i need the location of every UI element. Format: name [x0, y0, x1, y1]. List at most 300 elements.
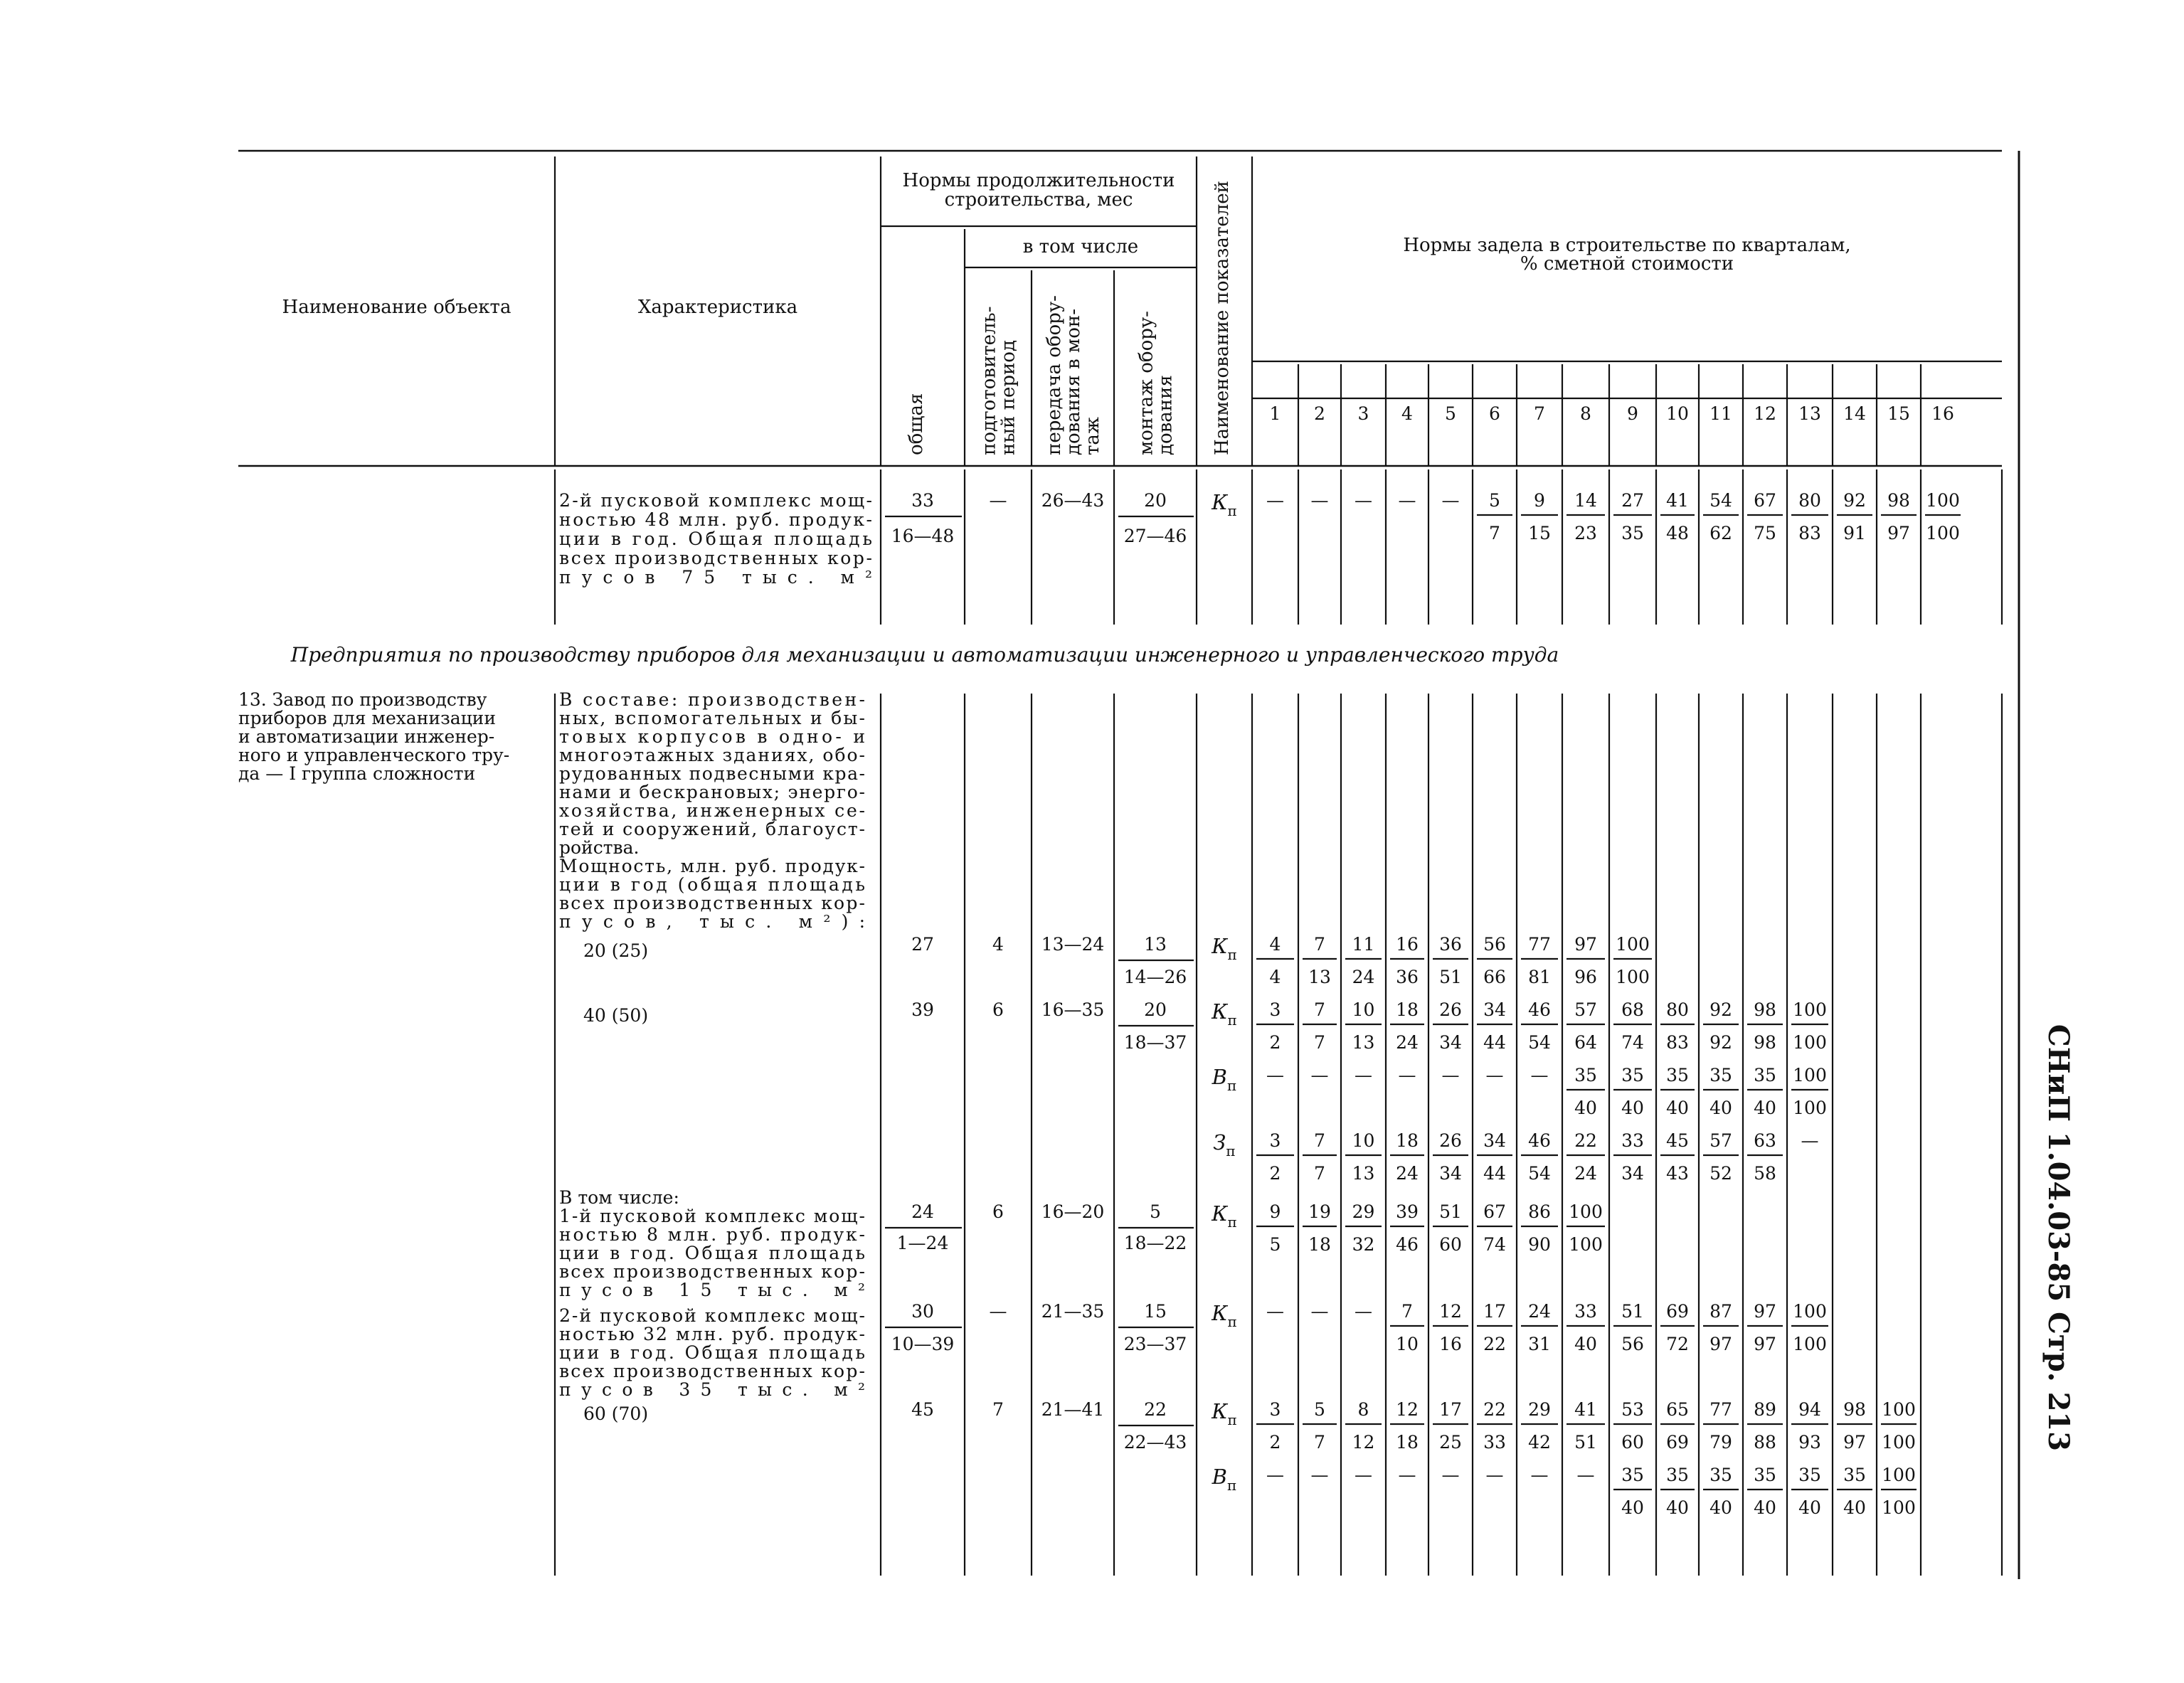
cap40-mount-range: 18—37	[1123, 1032, 1187, 1053]
plant-description: В составе: производствен-	[559, 689, 865, 710]
cap60-backlog-value: —	[1310, 1465, 1329, 1485]
cap60-backlog-value: 17	[1439, 1399, 1462, 1420]
cap40-backlog-value: 40	[1574, 1098, 1597, 1118]
cap20-mount-range: 14—26	[1123, 967, 1187, 987]
cap40-backlog-value: 3	[1269, 999, 1281, 1020]
top-backlog-value: 41	[1666, 490, 1689, 511]
top-backlog-value: 35	[1621, 523, 1644, 543]
cap60-backlog-value: 25	[1439, 1432, 1462, 1453]
top-backlog-value: 98	[1887, 490, 1910, 511]
cap60-backlog-value: 40	[1621, 1497, 1644, 1518]
cap40-backlog-value: —	[1355, 1065, 1372, 1085]
cap40-backlog-value: 35	[1666, 1065, 1689, 1085]
cap40-backlog-value: 34	[1621, 1163, 1644, 1184]
capacity-60: 60 (70)	[583, 1403, 649, 1424]
cap40-total: 39	[911, 999, 934, 1020]
cap40-backlog-value: 13	[1352, 1032, 1375, 1053]
sub2-backlog-value: 24	[1528, 1301, 1551, 1322]
cap40-backlog-value: 22	[1574, 1130, 1597, 1151]
cap40-backlog-value: 83	[1666, 1032, 1689, 1053]
quarter-number: 1	[1269, 403, 1281, 424]
quarter-number: 7	[1534, 403, 1545, 424]
sub2-backlog-value: 97	[1709, 1334, 1732, 1354]
object-name: и автоматизации инженер-	[238, 726, 495, 747]
top-backlog-value: 100	[1926, 490, 1960, 511]
cap60-backlog-value: 12	[1352, 1432, 1375, 1453]
sub1-mount-range: 18—22	[1123, 1233, 1187, 1253]
indicator-header: Наименование показателей	[1212, 181, 1233, 455]
column-header-name: Наименование объекта	[282, 297, 511, 318]
sub2-indicator: $К_п$	[1212, 1301, 1237, 1330]
cap60-backlog-value: 35	[1621, 1465, 1644, 1485]
cap60-backlog-value: 93	[1798, 1432, 1821, 1453]
cap40-backlog-value: 68	[1621, 999, 1644, 1020]
cap40-backlog-value: 92	[1709, 999, 1732, 1020]
sub1-backlog-value: 51	[1439, 1201, 1462, 1222]
cap60-backlog-value: 40	[1666, 1497, 1689, 1518]
side-running-header: СНиП 1.04.03-85 Стр. 213	[2042, 1024, 2075, 1452]
cap20-backlog-value: 77	[1528, 934, 1551, 955]
top-backlog-value: —	[1310, 490, 1329, 511]
sub2-backlog-value: 100	[1793, 1301, 1827, 1322]
cap40-backlog-value: 35	[1754, 1065, 1776, 1085]
sub2-backlog-value: 72	[1666, 1334, 1689, 1354]
cap40-backlog-value: 80	[1666, 999, 1689, 1020]
top-backlog-value: 92	[1843, 490, 1866, 511]
sub1-total-range: 1—24	[896, 1233, 949, 1253]
quarter-number: 10	[1666, 403, 1689, 424]
cap40-backlog-value: 63	[1754, 1130, 1776, 1151]
object-name: ного и управленческого тру-	[238, 745, 510, 765]
sub1-characteristic: ции в год. Общая площадь	[559, 1243, 865, 1263]
cap20-backlog-value: 24	[1352, 967, 1375, 987]
cap40-indicator: $З_п$	[1213, 1130, 1236, 1159]
cap60-backlog-value: 8	[1357, 1399, 1369, 1420]
top-characteristic: всех производственных кор-	[559, 548, 872, 568]
cap60-backlog-value: —	[1398, 1465, 1416, 1485]
cap60-backlog-value: 94	[1798, 1399, 1821, 1420]
quarter-number: 11	[1709, 403, 1732, 424]
plant-description: ных, вспомогательных и бы-	[559, 708, 865, 728]
plant-description: рудованных подвесными кра-	[559, 763, 865, 784]
sub2-backlog-value: 97	[1754, 1301, 1776, 1322]
cap60-backlog-value: 35	[1798, 1465, 1821, 1485]
cap40-backlog-value: 13	[1352, 1163, 1375, 1184]
sub1-backlog-value: 19	[1308, 1201, 1331, 1222]
top-backlog-value: 48	[1666, 523, 1689, 543]
top-backlog-value: 80	[1798, 490, 1821, 511]
cap40-indicator: $К_п$	[1212, 999, 1237, 1029]
cap60-backlog-value: 100	[1882, 1432, 1916, 1453]
cap60-total: 45	[911, 1399, 934, 1420]
cap40-backlog-value: —	[1266, 1065, 1284, 1085]
cap40-backlog-value: 44	[1483, 1163, 1506, 1184]
cap40-backlog-value: —	[1398, 1065, 1416, 1085]
top-backlog-value: —	[1266, 490, 1284, 511]
cap40-backlog-value: 46	[1528, 999, 1551, 1020]
cap60-backlog-value: 51	[1574, 1432, 1597, 1453]
plant-description: товых корпусов в одно- и	[559, 726, 865, 747]
quarter-number: 6	[1489, 403, 1500, 424]
sub2-backlog-value: 69	[1666, 1301, 1689, 1322]
transfer-header: дования в мон-	[1063, 308, 1084, 455]
cap40-backlog-value: 34	[1483, 1130, 1506, 1151]
cap60-backlog-value: 35	[1754, 1465, 1776, 1485]
duration-header: строительства, мес	[944, 189, 1133, 211]
sub2-total: 30	[911, 1301, 934, 1322]
cap40-backlog-value: 40	[1754, 1098, 1776, 1118]
prep-period-header: ный период	[997, 340, 1019, 455]
sub2-total-range: 10—39	[891, 1334, 955, 1354]
cap40-backlog-value: 26	[1439, 1130, 1462, 1151]
cap20-mount: 13	[1144, 934, 1167, 955]
cap40-backlog-value: 98	[1754, 999, 1776, 1020]
top-total: 33	[911, 490, 934, 511]
sub2-mount-range: 23—37	[1123, 1334, 1187, 1354]
top-mount: 20	[1144, 490, 1167, 511]
sub2-mount: 15	[1144, 1301, 1167, 1322]
cap40-backlog-value: 18	[1396, 1130, 1419, 1151]
total-header: общая	[906, 393, 927, 455]
cap60-backlog-value: 40	[1843, 1497, 1866, 1518]
cap60-backlog-value: —	[1530, 1465, 1549, 1485]
quarter-number: 8	[1580, 403, 1591, 424]
sub1-backlog-value: 74	[1483, 1234, 1506, 1255]
cap40-backlog-value: 74	[1621, 1032, 1644, 1053]
plant-description: многоэтажных зданиях, обо-	[559, 745, 865, 765]
column-header-characteristic: Характеристика	[637, 297, 798, 318]
sub1-characteristic: ностью 8 млн. руб. продук-	[559, 1224, 865, 1245]
cap40-backlog-value: 35	[1621, 1065, 1644, 1085]
cap20-backlog-value: 66	[1483, 967, 1506, 987]
quarter-number: 15	[1887, 403, 1910, 424]
quarter-number: 9	[1627, 403, 1638, 424]
incl-label: В том числе:	[559, 1187, 679, 1208]
cap20-backlog-value: 97	[1574, 934, 1597, 955]
cap60-backlog-value: 2	[1269, 1432, 1281, 1453]
top-backlog-value: 75	[1754, 523, 1776, 543]
cap40-backlog-value: 57	[1709, 1130, 1732, 1151]
cap60-backlog-value: 29	[1528, 1399, 1551, 1420]
cap40-backlog-value: 40	[1621, 1098, 1644, 1118]
sub1-backlog-value: 90	[1528, 1234, 1551, 1255]
cap60-backlog-value: 18	[1396, 1432, 1419, 1453]
plant-description: всех производственных кор-	[559, 893, 865, 913]
sub2-characteristic: ции в год. Общая площадь	[559, 1342, 865, 1363]
cap40-backlog-value: 3	[1269, 1130, 1281, 1151]
cap40-backlog-value: 57	[1574, 999, 1597, 1020]
top-mount-range: 27—46	[1123, 526, 1187, 546]
sub2-backlog-value: 22	[1483, 1334, 1506, 1354]
mount-header: дования	[1155, 375, 1177, 455]
cap60-backlog-value: 35	[1843, 1465, 1866, 1485]
cap60-backlog-value: 65	[1666, 1399, 1689, 1420]
sub2-backlog-value: 100	[1793, 1334, 1827, 1354]
cap60-backlog-value: 77	[1709, 1399, 1732, 1420]
cap60-backlog-value: 88	[1754, 1432, 1776, 1453]
cap60-backlog-value: —	[1485, 1465, 1504, 1485]
sub2-backlog-value: 16	[1439, 1334, 1462, 1354]
cap20-backlog-value: 11	[1352, 934, 1375, 955]
object-name: 13. Завод по производству	[238, 689, 487, 710]
sub2-backlog-value: 7	[1401, 1301, 1413, 1322]
cap20-backlog-value: 4	[1269, 934, 1281, 955]
top-transfer: 26—43	[1041, 490, 1105, 511]
cap40-backlog-value: 7	[1314, 1163, 1325, 1184]
sub1-backlog-value: 39	[1396, 1201, 1419, 1222]
mount-header: монтаж обору-	[1135, 311, 1157, 455]
cap40-backlog-value: —	[1310, 1065, 1329, 1085]
sub2-backlog-value: 33	[1574, 1301, 1597, 1322]
capacity-40: 40 (50)	[583, 1005, 649, 1026]
cap40-backlog-value: 34	[1439, 1163, 1462, 1184]
top-backlog-value: 100	[1926, 523, 1960, 543]
cap60-backlog-value: 33	[1483, 1432, 1506, 1453]
sub1-characteristic: 1-й пусковой комплекс мощ-	[559, 1206, 865, 1226]
top-backlog-value: 54	[1709, 490, 1732, 511]
cap40-prep: 6	[992, 999, 1004, 1020]
cap40-backlog-value: 2	[1269, 1032, 1281, 1053]
backlog-header: Нормы задела в строительстве по кварталам,	[1403, 235, 1851, 256]
transfer-header: таж	[1082, 417, 1103, 455]
sub2-backlog-value: 87	[1709, 1301, 1732, 1322]
cap40-backlog-value: 35	[1709, 1065, 1732, 1085]
sub2-backlog-value: —	[1266, 1301, 1284, 1322]
sub2-characteristic: всех производственных кор-	[559, 1361, 865, 1381]
top-backlog-value: 5	[1489, 490, 1500, 511]
top-backlog-value: 27	[1621, 490, 1644, 511]
duration-header: Нормы продолжительности	[902, 170, 1175, 191]
cap60-backlog-value: 41	[1574, 1399, 1597, 1420]
cap60-indicator: $К_п$	[1212, 1399, 1237, 1428]
top-backlog-value: 23	[1574, 523, 1597, 543]
top-backlog-value: 9	[1534, 490, 1545, 511]
cap40-backlog-value: 34	[1483, 999, 1506, 1020]
object-name: да — I группа сложности	[238, 763, 476, 784]
sub1-mount: 5	[1150, 1201, 1161, 1222]
cap40-backlog-value: —	[1485, 1065, 1504, 1085]
cap60-backlog-value: 98	[1843, 1399, 1866, 1420]
top-total-range: 16—48	[891, 526, 955, 546]
quarter-number: 16	[1931, 403, 1954, 424]
cap40-backlog-value: 24	[1396, 1032, 1419, 1053]
sub1-backlog-value: 29	[1352, 1201, 1375, 1222]
cap20-backlog-value: 7	[1314, 934, 1325, 955]
cap60-backlog-value: 97	[1843, 1432, 1866, 1453]
cap60-backlog-value: 53	[1621, 1399, 1644, 1420]
cap20-backlog-value: 100	[1616, 934, 1650, 955]
cap40-backlog-value: 64	[1574, 1032, 1597, 1053]
backlog-header: % сметной стоимости	[1520, 253, 1734, 275]
cap40-backlog-value: 24	[1574, 1163, 1597, 1184]
cap60-backlog-value: 40	[1754, 1497, 1776, 1518]
top-backlog-value: 97	[1887, 523, 1910, 543]
cap40-backlog-value: 44	[1483, 1032, 1506, 1053]
sub2-backlog-value: 51	[1621, 1301, 1644, 1322]
sub1-characteristic: пусов 15 тыс. м²	[559, 1280, 865, 1300]
sub1-backlog-value: 86	[1528, 1201, 1551, 1222]
sub1-total: 24	[911, 1201, 934, 1222]
top-characteristic: пусов 75 тыс. м²	[559, 567, 872, 588]
cap40-mount: 20	[1144, 999, 1167, 1020]
cap60-backlog-value: 12	[1396, 1399, 1419, 1420]
cap60-backlog-value: 5	[1314, 1399, 1325, 1420]
cap60-backlog-value: 40	[1798, 1497, 1821, 1518]
top-characteristic: ции в год. Общая площадь	[559, 529, 872, 549]
cap40-backlog-value: 100	[1793, 1065, 1827, 1085]
prep-period-header: подготовитель-	[978, 306, 1000, 455]
cap20-backlog-value: 36	[1396, 967, 1419, 987]
transfer-header: передача обору-	[1044, 295, 1065, 455]
top-backlog-value: 14	[1574, 490, 1597, 511]
sub2-backlog-value: —	[1355, 1301, 1372, 1322]
cap20-backlog-value: 4	[1269, 967, 1281, 987]
sub1-backlog-value: 18	[1308, 1234, 1331, 1255]
cap20-backlog-value: 56	[1483, 934, 1506, 955]
cap60-backlog-value: 35	[1709, 1465, 1732, 1485]
top-backlog-value: 83	[1798, 523, 1821, 543]
top-backlog-value: —	[1441, 490, 1460, 511]
sub2-backlog-value: 56	[1621, 1334, 1644, 1354]
plant-description: ройства.	[559, 837, 640, 858]
sub2-backlog-value: 12	[1439, 1301, 1462, 1322]
cap60-backlog-value: 100	[1882, 1497, 1916, 1518]
cap20-backlog-value: 16	[1396, 934, 1419, 955]
cap40-backlog-value: 98	[1754, 1032, 1776, 1053]
sub1-backlog-value: 9	[1269, 1201, 1281, 1222]
cap40-backlog-value: 46	[1528, 1130, 1551, 1151]
quarter-number: 3	[1357, 403, 1369, 424]
cap40-backlog-value: 100	[1793, 1032, 1827, 1053]
object-name: приборов для механизации	[238, 708, 497, 728]
cap20-backlog-value: 100	[1616, 967, 1650, 987]
sub1-characteristic: всех производственных кор-	[559, 1261, 865, 1282]
cap40-backlog-value: 40	[1709, 1098, 1732, 1118]
cap40-backlog-value: 54	[1528, 1032, 1551, 1053]
sub2-characteristic: 2-й пусковой комплекс мощ-	[559, 1305, 865, 1326]
cap40-backlog-value: 7	[1314, 999, 1325, 1020]
cap60-backlog-value: 7	[1314, 1432, 1325, 1453]
cap20-backlog-value: 36	[1439, 934, 1462, 955]
plant-description: пусов, тыс. м²):	[559, 911, 865, 932]
sub1-transfer: 16—20	[1041, 1201, 1105, 1222]
plant-description: тей и сооружений, благоуст-	[559, 819, 865, 839]
cap40-backlog-value: 100	[1793, 1098, 1827, 1118]
cap60-backlog-value: —	[1441, 1465, 1460, 1485]
cap20-indicator: $К_п$	[1212, 934, 1237, 963]
cap20-backlog-value: 13	[1308, 967, 1331, 987]
cap40-backlog-value: 45	[1666, 1130, 1689, 1151]
top-indicator: $К_п$	[1212, 490, 1237, 519]
cap40-transfer: 16—35	[1041, 999, 1105, 1020]
sub2-backlog-value: 31	[1528, 1334, 1551, 1354]
cap40-backlog-value: 24	[1396, 1163, 1419, 1184]
sub2-backlog-value: 17	[1483, 1301, 1506, 1322]
incl-header: в том числе	[1022, 236, 1139, 258]
cap40-backlog-value: 54	[1528, 1163, 1551, 1184]
sub2-characteristic: пусов 35 тыс. м²	[559, 1379, 865, 1400]
sub1-backlog-value: 100	[1569, 1234, 1603, 1255]
cap40-backlog-value: 7	[1314, 1130, 1325, 1151]
cap60-backlog-value: 100	[1882, 1465, 1916, 1485]
sub2-backlog-value: 10	[1396, 1334, 1419, 1354]
top-backlog-value: —	[1398, 490, 1416, 511]
cap40-backlog-value: 52	[1709, 1163, 1732, 1184]
cap60-backlog-value: 35	[1666, 1465, 1689, 1485]
cap40-backlog-value: —	[1801, 1130, 1819, 1151]
sub1-prep: 6	[992, 1201, 1004, 1222]
cap40-backlog-value: 43	[1666, 1163, 1689, 1184]
cap40-backlog-value: 2	[1269, 1163, 1281, 1184]
sub2-prep: —	[989, 1301, 1007, 1322]
cap40-backlog-value: 92	[1709, 1032, 1732, 1053]
cap60-backlog-value: 60	[1621, 1432, 1644, 1453]
top-prep: —	[989, 490, 1007, 511]
cap40-backlog-value: 58	[1754, 1163, 1776, 1184]
sub1-backlog-value: 60	[1439, 1234, 1462, 1255]
cap60-backlog-value: 89	[1754, 1399, 1776, 1420]
plant-description: нами и бескрановых; энерго-	[559, 782, 865, 802]
cap40-backlog-value: 33	[1621, 1130, 1644, 1151]
cap40-backlog-value: 10	[1352, 999, 1375, 1020]
cap60-transfer: 21—41	[1041, 1399, 1105, 1420]
sub1-backlog-value: 32	[1352, 1234, 1375, 1255]
cap40-backlog-value: —	[1530, 1065, 1549, 1085]
cap60-backlog-value: —	[1266, 1465, 1284, 1485]
cap60-backlog-value: 69	[1666, 1432, 1689, 1453]
top-backlog-value: 7	[1489, 523, 1500, 543]
cap40-backlog-value: 35	[1574, 1065, 1597, 1085]
cap20-backlog-value: 96	[1574, 967, 1597, 987]
quarter-number: 4	[1401, 403, 1413, 424]
section-title: Предприятия по производству приборов для механизации и автоматизации инженерного и управленческого труда	[290, 643, 1559, 667]
cap40-backlog-value: 34	[1439, 1032, 1462, 1053]
plant-description: Мощность, млн. руб. продук-	[559, 856, 865, 876]
cap40-backlog-value: 18	[1396, 999, 1419, 1020]
sub1-backlog-value: 67	[1483, 1201, 1506, 1222]
cap60-mount: 22	[1144, 1399, 1167, 1420]
cap60-backlog-value: 22	[1483, 1399, 1506, 1420]
cap40-backlog-value: 7	[1314, 1032, 1325, 1053]
cap60-backlog-value: 79	[1709, 1432, 1732, 1453]
cap60-backlog-value: —	[1576, 1465, 1595, 1485]
cap20-transfer: 13—24	[1041, 934, 1105, 955]
top-backlog-value: —	[1355, 490, 1372, 511]
cap60-backlog-value: 40	[1709, 1497, 1732, 1518]
sub2-characteristic: ностью 32 млн. руб. продук-	[559, 1324, 865, 1344]
cap40-backlog-value: 100	[1793, 999, 1827, 1020]
cap40-backlog-value: 26	[1439, 999, 1462, 1020]
cap40-backlog-value: —	[1441, 1065, 1460, 1085]
sub2-backlog-value: 97	[1754, 1334, 1776, 1354]
cap20-backlog-value: 81	[1528, 967, 1551, 987]
cap20-total: 27	[911, 934, 934, 955]
top-characteristic: 2-й пусковой комплекс мощ-	[559, 490, 872, 511]
sub1-indicator: $К_п$	[1212, 1201, 1237, 1231]
sub2-transfer: 21—35	[1041, 1301, 1105, 1322]
plant-description: ции в год (общая площадь	[559, 874, 865, 895]
cap60-prep: 7	[992, 1399, 1004, 1420]
cap60-backlog-value: 3	[1269, 1399, 1281, 1420]
top-characteristic: ностью 48 млн. руб. продук-	[559, 509, 872, 530]
sub1-backlog-value: 5	[1269, 1234, 1281, 1255]
quarter-number: 14	[1843, 403, 1866, 424]
sub2-backlog-value: —	[1310, 1301, 1329, 1322]
capacity-20: 20 (25)	[583, 940, 649, 961]
cap20-backlog-value: 51	[1439, 967, 1462, 987]
cap40-backlog-value: 10	[1352, 1130, 1375, 1151]
cap20-prep: 4	[992, 934, 1004, 955]
